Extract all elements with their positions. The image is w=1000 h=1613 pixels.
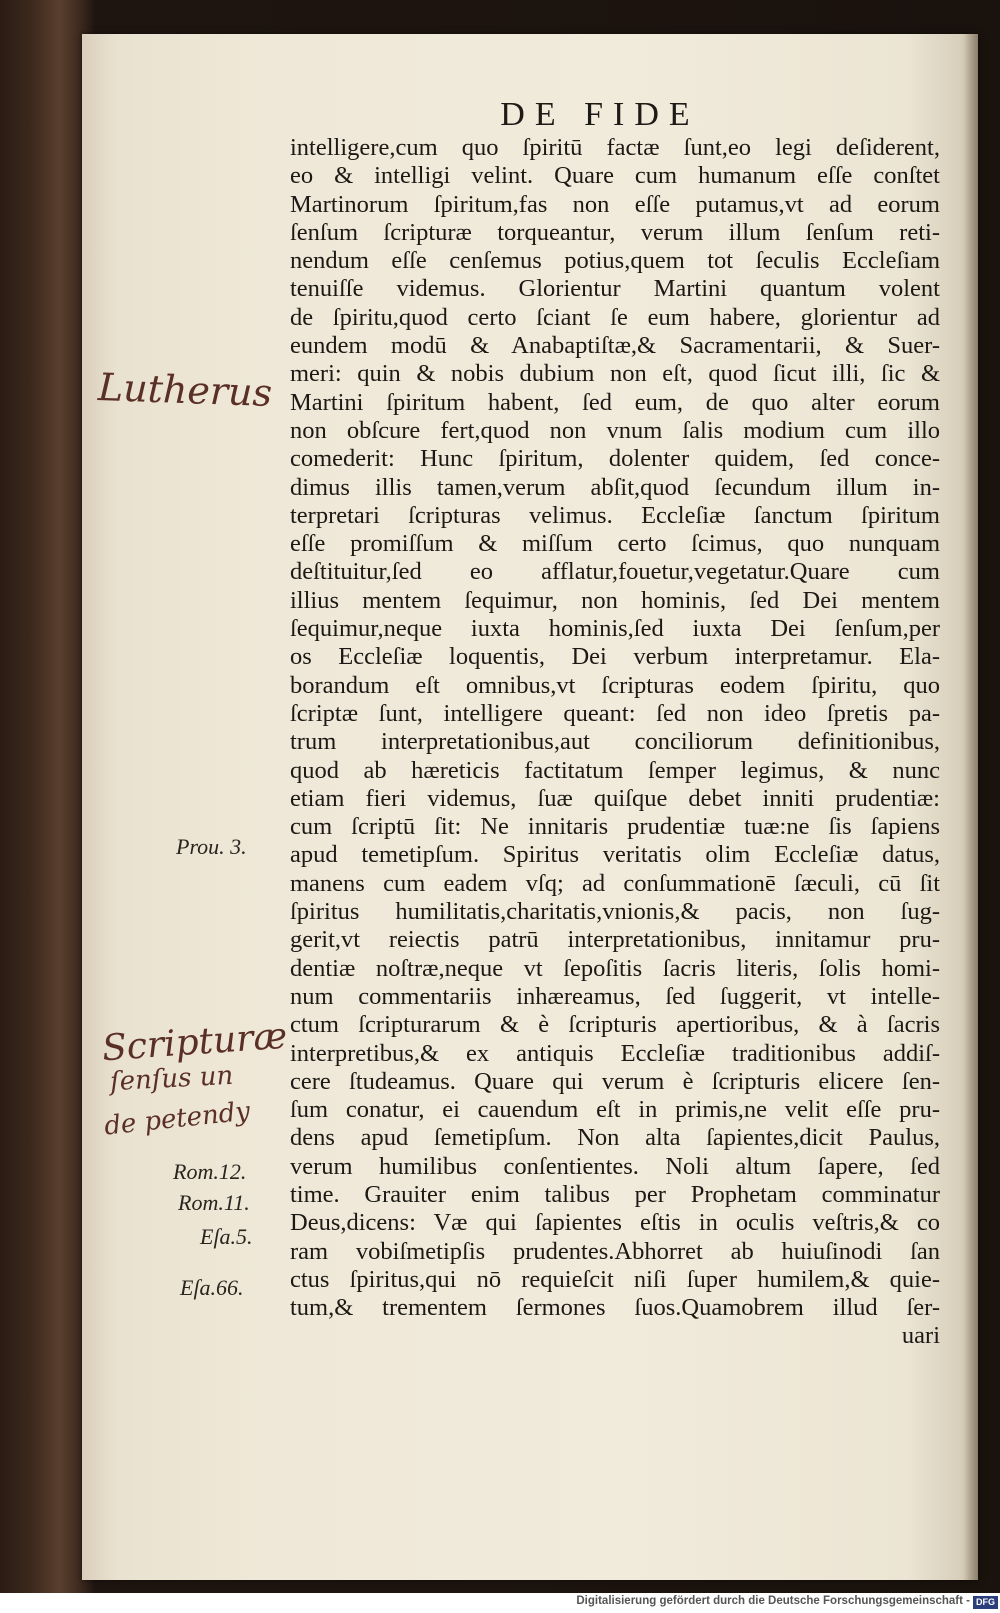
marginal-ref-rom12: Rom.12. [173,1159,247,1184]
text-line: tum,& trementem ſermones ſuos.Quamobrem illud ſer- [290,1294,940,1322]
marginal-ref-esa66: Eſa.66. [180,1275,244,1300]
text-line: os Eccleſiæ loquentis, Dei verbum interpretamur. Ela- [290,643,940,671]
text-line: gerit,vt reiectis patrū interpretationibus, innitamur pru- [290,926,940,954]
text-line: illius mentem ſequimur, non hominis, ſed Dei mentem [290,586,940,614]
text-line: Martinorum ſpiritum,fas non eſſe putamus,vt ad eorum [290,190,940,218]
text-line: intelligere,cum quo ſpiritū factæ ſunt,eo legi deſiderent, [290,134,940,161]
text-line: borandum eſt omnibus,vt ſcripturas eodem ſpiritu, quo [290,671,940,699]
handwritten-note-scripturae: Scripturæ [100,1015,289,1070]
text-line: manens cum eadem vſq; ad conſummationē ſæculi, cū ſit [290,869,940,897]
text-line: verum humilibus conſentientes. Noli altum ſapere, ſed [290,1152,940,1180]
text-line: dimus illis tamen,verum abſit,quod ſecundum illum in- [290,473,940,501]
text-line: comederit: Hunc ſpiritum, dolenter quidem, ſed conce- [290,445,940,473]
marginal-ref-prov: Prou. 3. [176,834,247,859]
text-line: interpretibus,& ex antiquis Eccleſiæ traditionibus addiſ- [290,1039,940,1067]
text-line: trum interpretationibus,aut conciliorum definitionibus, [290,728,940,756]
text-line: Martini ſpiritum habent, ſed eum, de quo alter eorum [290,388,940,416]
text-line: Deus,dicens: Væ qui ſapientes eſtis in oculis veſtris,& co [290,1209,940,1237]
handwritten-note-petendy: de petendy [102,1096,252,1142]
text-line: ſum conatur, ei cauendum eſt in primis,ne velit eſſe pru- [290,1096,940,1124]
body-text [290,134,940,1351]
handwritten-note-lutherus: Lutherus [97,364,273,416]
text-line: ctus ſpiritus,qui nō requieſcit niſi ſuper humilem,& quie- [290,1265,940,1293]
text-line: terpretari ſcripturas velimus. Eccleſiæ ſanctum ſpiritum [290,501,940,529]
text-line: non obſcure fert,quod non vnum ſalis modium cum illo [290,416,940,444]
text-line: etiam fieri videmus, ſuæ quiſque debet inniti prudentiæ: [290,784,940,812]
text-line: ſpiritus humilitatis,charitatis,vnionis,& pacis, non ſug- [290,898,940,926]
text-line: cere ſtudeamus. Quare qui verum è ſcripturis elicere ſen- [290,1067,940,1095]
text-line: eſſe promiſſum & miſſum certo ſcimus, quo nunquam [290,530,940,558]
text-line: meri: quin & nobis dubium non eſt, quod ſicut illi, ſic & [290,360,940,388]
text-line: num commentariis inhæreamus, ſed ſuggerit, vt intelle- [290,982,940,1010]
text-line: ſenſum ſcripturæ torqueantur, verum illum ſenſum reti- [290,218,940,246]
text-line: de ſpiritu,quod certo ſciant ſe eum habere, glorientur ad [290,303,940,331]
text-line: dentiæ noſtræ,neque vt ſepoſitis ſacris literis, ſolis homi- [290,954,940,982]
text-line: deſtituitur,ſed eo afflatur,fouetur,vegetatur.Quare cum [290,558,940,586]
catchword: uari [901,1322,940,1350]
text-line: apud temetipſum. Spiritus veritatis olim Eccleſiæ datus, [290,841,940,869]
text-line: dens apud ſemetipſum. Non alta ſapientes,dicit Paulus, [290,1124,940,1152]
text-line: ſequimur,neque iuxta hominis,ſed iuxta Dei ſenſum,per [290,615,940,643]
text-line: nendum eſſe cenſemus potius,quem tot ſeculis Eccleſiam [290,247,940,275]
text-line: quod ab hæreticis factitatum ſemper legimus, & nunc [290,756,940,784]
text-line: time. Grauiter enim talibus per Prophetam comminatur [290,1180,940,1208]
footer-bar [0,1593,1000,1613]
text-line: cum ſcriptū ſit: Ne innitaris prudentiæ tuæ:ne ſis ſapiens [290,813,940,841]
dfg-logo: DFG [973,1596,998,1609]
footer-credit: Digitalisierung gefördert durch die Deutsche Forschungsgemeinschaft - [576,1595,970,1607]
text-line: ram vobiſmetipſis prudentes.Abhorret ab huiuſinodi ſan [290,1237,940,1265]
marginal-ref-esa5: Eſa.5. [200,1224,253,1249]
handwritten-note-sensus: ſenſus un [109,1060,234,1098]
text-line: eo & intelligi velint. Quare cum humanum eſſe conſtet [290,162,940,190]
text-line: eundem modū & Anabaptiſtæ,& Sacramentarii, & Suer- [290,332,940,360]
marginal-ref-rom11: Rom.11. [178,1190,250,1215]
text-line: ctum ſcripturarum & è ſcripturis apertioribus, & à ſacris [290,1011,940,1039]
text-line: ſcriptæ ſunt, intelligere queant: ſed non ideo ſpretis pa- [290,699,940,727]
text-line: tenuiſſe videmus. Glorientur Martini quantum volent [290,275,940,303]
running-head: DE FIDE [500,96,700,133]
